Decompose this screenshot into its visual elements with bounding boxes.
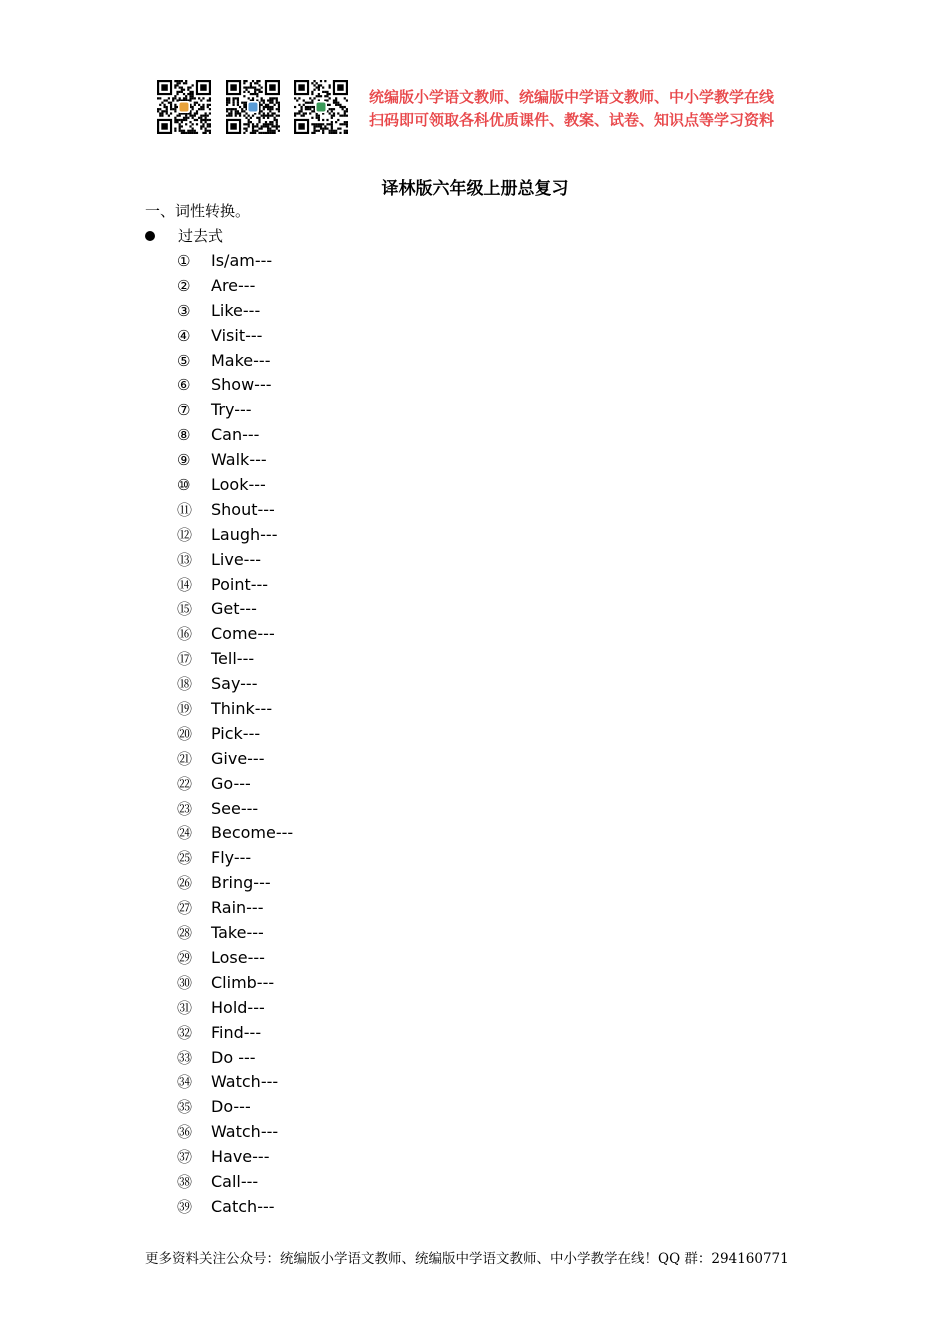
list-item <box>177 398 293 423</box>
item-word: Bring--- <box>211 873 271 893</box>
item-number: ⑳ <box>177 724 193 743</box>
item-word: Watch--- <box>211 1122 279 1142</box>
item-word: Climb--- <box>211 972 275 992</box>
list-item <box>177 871 293 896</box>
list-item <box>177 249 293 274</box>
list-item <box>177 821 293 846</box>
item-word: Try--- <box>211 400 252 420</box>
item-number: ⑨ <box>177 451 191 470</box>
list-item <box>177 1170 293 1195</box>
item-number: ㊴ <box>177 1197 193 1216</box>
item-number: ㊲ <box>177 1148 193 1167</box>
list-item <box>177 1095 293 1120</box>
list-item <box>177 896 293 921</box>
item-word: Like--- <box>211 300 261 320</box>
list-item <box>177 274 293 299</box>
qr-code-1-icon <box>157 80 211 134</box>
item-word: Get--- <box>211 599 257 619</box>
item-number: ⑦ <box>177 401 191 420</box>
section-heading: 一、词性转换。 <box>145 202 251 220</box>
document-title: 译林版六年级上册总复习 <box>381 179 569 199</box>
page-header <box>157 80 817 136</box>
item-number: ⑯ <box>177 625 193 644</box>
item-number: ㉖ <box>177 874 193 893</box>
list-item <box>177 1021 293 1046</box>
list-item <box>177 672 293 697</box>
word-list <box>177 249 293 1220</box>
item-word: Come--- <box>211 624 275 644</box>
list-item <box>177 324 293 349</box>
item-word: Do--- <box>211 1097 251 1117</box>
item-number: ㉟ <box>177 1098 193 1117</box>
list-item <box>177 772 293 797</box>
item-word: Shout--- <box>211 499 275 519</box>
item-number: ㉞ <box>177 1073 193 1092</box>
list-item <box>177 473 293 498</box>
item-number: ㉔ <box>177 824 193 843</box>
list-item <box>177 1070 293 1095</box>
list-item <box>177 349 293 374</box>
item-word: See--- <box>211 798 259 818</box>
list-item <box>177 548 293 573</box>
item-number: ⑰ <box>177 650 193 669</box>
item-word: Say--- <box>211 674 258 694</box>
item-number: ⑤ <box>177 351 191 370</box>
item-number: ⑥ <box>177 376 191 395</box>
item-number: ⑭ <box>177 575 193 594</box>
list-item <box>177 722 293 747</box>
item-word: Do --- <box>211 1047 256 1067</box>
item-word: Can--- <box>211 425 260 445</box>
item-word: Show--- <box>211 375 272 395</box>
item-number: ③ <box>177 301 191 320</box>
item-number: ㉒ <box>177 774 193 793</box>
item-number: ㉑ <box>177 749 193 768</box>
list-item <box>177 1046 293 1071</box>
list-item <box>177 1145 293 1170</box>
item-number: ⑲ <box>177 700 193 719</box>
list-item <box>177 747 293 772</box>
item-number: ⑱ <box>177 675 193 694</box>
item-number: ㉓ <box>177 799 193 818</box>
list-item <box>177 697 293 722</box>
list-item <box>177 523 293 548</box>
item-number: ⑫ <box>177 525 193 544</box>
item-word: Rain--- <box>211 898 264 918</box>
list-item <box>177 797 293 822</box>
item-word: Laugh--- <box>211 524 278 544</box>
item-word: Look--- <box>211 475 266 495</box>
promo-text <box>369 86 774 132</box>
item-number: ㉚ <box>177 973 193 992</box>
list-item <box>177 597 293 622</box>
item-word: Pick--- <box>211 723 261 743</box>
item-number: ⑬ <box>177 550 193 569</box>
item-word: Are--- <box>211 275 256 295</box>
list-item <box>177 448 293 473</box>
qr-code-2-icon <box>226 80 280 134</box>
item-number: ㉛ <box>177 998 193 1017</box>
item-word: Lose--- <box>211 947 265 967</box>
item-number: ⑩ <box>177 476 191 495</box>
list-item <box>177 423 293 448</box>
item-number: ⑧ <box>177 426 191 445</box>
list-item <box>177 946 293 971</box>
item-number: ㉝ <box>177 1048 193 1067</box>
item-word: Go--- <box>211 773 251 793</box>
list-item <box>177 1120 293 1145</box>
item-number: ⑪ <box>177 500 193 519</box>
item-word: Think--- <box>211 699 273 719</box>
list-item <box>177 373 293 398</box>
promo-line-2: 扫码即可领取各科优质课件、教案、试卷、知识点等学习资料 <box>369 111 775 129</box>
item-word: Tell--- <box>211 649 255 669</box>
list-item <box>177 971 293 996</box>
qr-code-3-icon <box>294 80 348 134</box>
list-item <box>177 846 293 871</box>
item-word: Walk--- <box>211 450 267 470</box>
item-word: Visit--- <box>211 325 263 345</box>
item-number: ② <box>177 276 191 295</box>
item-word: Hold--- <box>211 997 265 1017</box>
item-number: ㉙ <box>177 948 193 967</box>
item-number: ㉕ <box>177 849 193 868</box>
list-item <box>177 921 293 946</box>
list-item <box>177 299 293 324</box>
item-number: ㉘ <box>177 924 193 943</box>
item-word: Have--- <box>211 1147 270 1167</box>
item-word: Give--- <box>211 748 265 768</box>
item-number: ④ <box>177 326 191 345</box>
item-word: Take--- <box>211 923 264 943</box>
item-number: ㉜ <box>177 1023 193 1042</box>
item-word: Call--- <box>211 1171 259 1191</box>
promo-line-1: 统编版小学语文教师、统编版中学语文教师、中小学教学在线 <box>369 88 775 106</box>
list-item <box>177 622 293 647</box>
bullet-icon <box>145 231 155 241</box>
item-word: Watch--- <box>211 1072 279 1092</box>
bullet-label: 过去式 <box>178 227 224 245</box>
item-word: Make--- <box>211 350 271 370</box>
item-word: Live--- <box>211 549 261 569</box>
list-item <box>177 996 293 1021</box>
item-number: ㊱ <box>177 1123 193 1142</box>
list-item <box>177 573 293 598</box>
list-item <box>177 1195 293 1220</box>
item-word: Become--- <box>211 823 294 843</box>
item-word: Fly--- <box>211 848 252 868</box>
item-number: ⑮ <box>177 600 193 619</box>
list-item <box>177 498 293 523</box>
item-word: Point--- <box>211 574 269 594</box>
item-word: Find--- <box>211 1022 262 1042</box>
item-number: ① <box>177 252 191 270</box>
page-footer: 更多资料关注公众号：统编版小学语文教师、统编版中学语文教师、中小学教学在线！QQ 群：294160771 <box>145 1251 789 1267</box>
list-item <box>177 647 293 672</box>
item-word: Is/am--- <box>211 251 273 270</box>
item-word: Catch--- <box>211 1196 275 1216</box>
item-number: ㊳ <box>177 1172 193 1191</box>
item-number: ㉗ <box>177 899 193 918</box>
